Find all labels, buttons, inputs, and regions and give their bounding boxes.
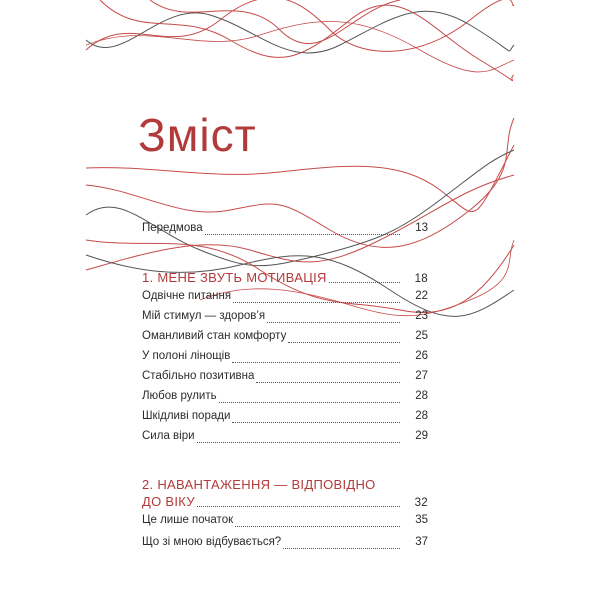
toc-entry[interactable] bbox=[142, 430, 428, 448]
toc-entry-page: 28 bbox=[415, 410, 428, 422]
toc-chapter-heading[interactable] bbox=[142, 270, 428, 288]
toc-entry[interactable] bbox=[142, 310, 428, 328]
toc-entry-page: 18 bbox=[414, 273, 428, 285]
leader-dots bbox=[233, 301, 400, 303]
toc-entry-label: Стабільно позитивна bbox=[142, 370, 255, 382]
leader-dots bbox=[219, 401, 400, 403]
toc-entry-label: Оманливий стан комфорту bbox=[142, 330, 287, 342]
toc-entry[interactable] bbox=[142, 222, 428, 240]
leader-dots bbox=[329, 281, 400, 283]
leader-dots bbox=[205, 233, 400, 235]
leader-dots bbox=[288, 341, 400, 343]
toc-entry-label: Що зі мною відбувається? bbox=[142, 536, 282, 548]
leader-dots bbox=[283, 547, 400, 549]
toc-chapter-label-line1: 2. НАВАНТАЖЕННЯ — ВІДПОВІДНО bbox=[142, 477, 376, 492]
leader-dots bbox=[197, 505, 400, 507]
toc-entry[interactable] bbox=[142, 290, 428, 308]
leader-dots bbox=[256, 381, 400, 383]
toc-entry-label: Мій стимул — здоров’я bbox=[142, 310, 266, 322]
toc-entry-label: Шкідливі поради bbox=[142, 410, 231, 422]
toc-entry[interactable] bbox=[142, 330, 428, 348]
leader-dots bbox=[267, 321, 400, 323]
toc-entry[interactable] bbox=[142, 536, 428, 554]
toc-entry-page: 29 bbox=[415, 430, 428, 442]
toc-chapter-label-line2: ДО ВІКУ bbox=[142, 494, 195, 509]
toc-entry-page: 35 bbox=[415, 514, 428, 526]
toc-entry[interactable] bbox=[142, 514, 428, 532]
leader-dots bbox=[232, 421, 400, 423]
toc-entry-label: У полоні лінощів bbox=[142, 350, 231, 362]
toc-entry-page: 13 bbox=[415, 222, 428, 234]
toc-entry[interactable] bbox=[142, 390, 428, 408]
toc-entry-page: 26 bbox=[415, 350, 428, 362]
toc-entry-label: Сила віри bbox=[142, 430, 195, 442]
toc-entry-page: 23 bbox=[415, 310, 428, 322]
toc-entry[interactable] bbox=[142, 410, 428, 428]
toc-entry-page: 27 bbox=[415, 370, 428, 382]
toc-entry-page: 25 bbox=[415, 330, 428, 342]
toc-chapter-label: 1. МЕНЕ ЗВУТЬ МОТИВАЦІЯ bbox=[142, 270, 327, 285]
toc-entry-label: Передмова bbox=[142, 222, 203, 234]
toc-entry[interactable] bbox=[142, 370, 428, 388]
toc-entry-label: Це лише початок bbox=[142, 514, 234, 526]
toc-entry-label: Любов рулить bbox=[142, 390, 217, 402]
leader-dots bbox=[235, 525, 400, 527]
leader-dots bbox=[232, 361, 400, 363]
toc-entry[interactable] bbox=[142, 350, 428, 368]
toc-entry-page: 37 bbox=[415, 536, 428, 548]
toc-entry-page: 32 bbox=[414, 497, 428, 509]
page-title: Зміст bbox=[138, 109, 257, 161]
toc-entry-page: 28 bbox=[415, 390, 428, 402]
toc-entry-page: 22 bbox=[415, 290, 428, 302]
toc-entry-label: Одвічне питання bbox=[142, 290, 232, 302]
toc-chapter-heading[interactable] bbox=[142, 476, 428, 512]
leader-dots bbox=[197, 441, 400, 443]
